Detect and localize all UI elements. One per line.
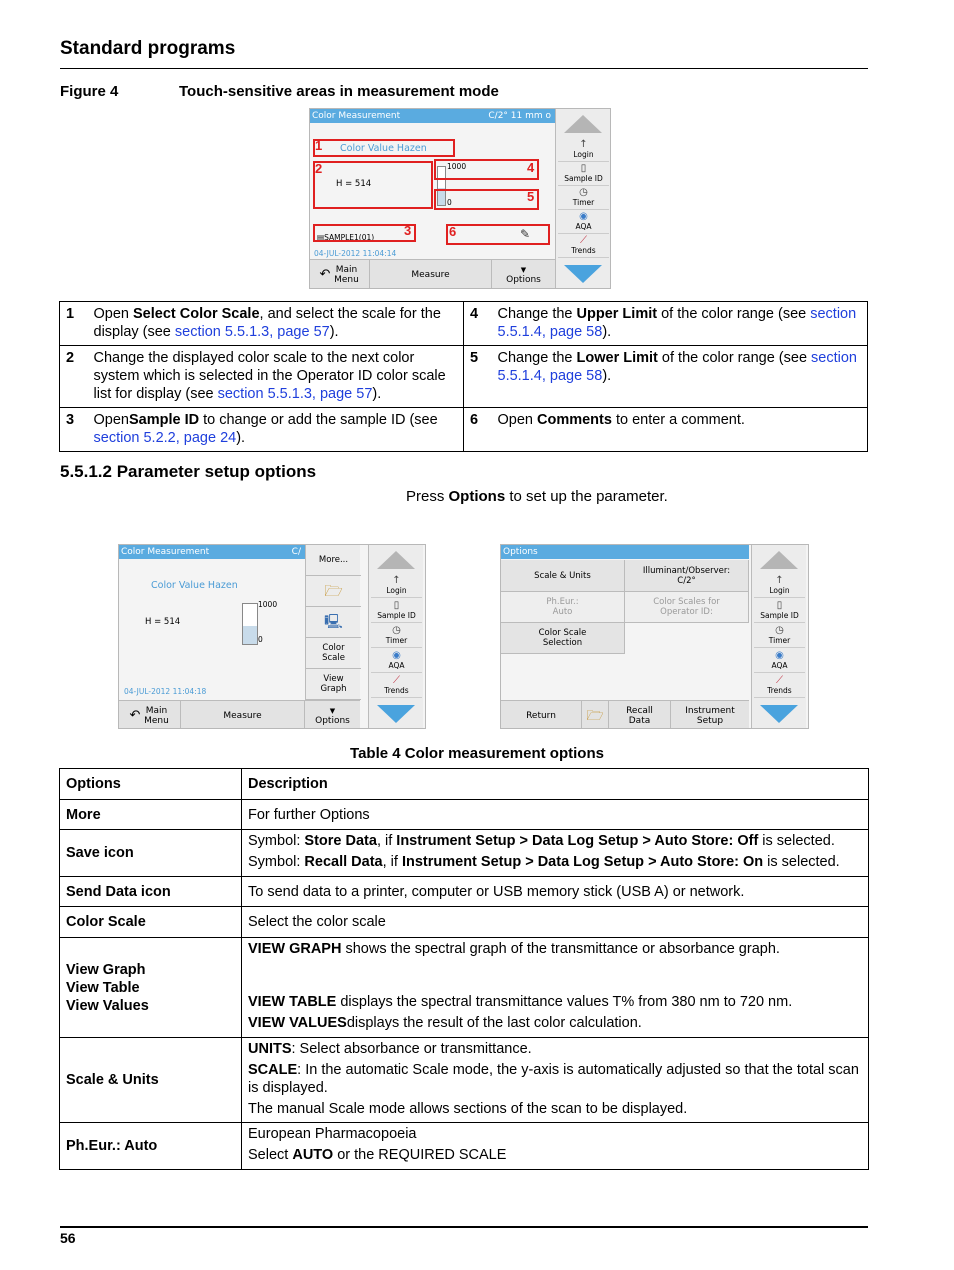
table-caption: Table 4 Color measurement options: [350, 745, 604, 762]
color-scale-selection-button[interactable]: Color Scale Selection: [501, 623, 625, 654]
trends-icon: ⟋: [776, 675, 783, 686]
screen1-sample-id[interactable]: ▤SAMPLE1(01): [317, 233, 375, 242]
aqa-button[interactable]: ◉ AQA: [754, 650, 805, 673]
screen1-datetime: 04-JUL-2012 11:04:14: [314, 249, 397, 258]
callout-box-4: [434, 159, 539, 180]
screen1-upper-limit[interactable]: 1000: [447, 162, 467, 171]
login-icon: ↑: [579, 139, 588, 150]
legend-text-1: Open Select Color Scale, and select the scale for the display (see section 5.5.1.3, page 57).: [88, 302, 464, 346]
screen1-reading[interactable]: H = 514: [336, 179, 372, 189]
screen2-datetime: 04-JUL-2012 11:04:18: [124, 687, 207, 696]
save-data-icon: 🗁: [324, 582, 343, 600]
callout-1: 1: [315, 138, 323, 153]
legend-text-3: OpenSample ID to change or add the sample ID (see section 5.2.2, page 24).: [88, 408, 464, 452]
legend-text-5: Change the Lower Limit of the color range (see section 5.5.1.4, page 58).: [492, 346, 868, 408]
callout-box-5: [434, 189, 539, 210]
legend-link-4[interactable]: section 5.5.1.4, page 58: [497, 306, 857, 340]
row-color-scale-desc: Select the color scale: [242, 907, 869, 938]
timer-icon: ◷: [775, 625, 784, 636]
color-scale-button[interactable]: Color Scale: [306, 638, 361, 669]
trends-icon: ⟋: [393, 675, 400, 686]
legend-text-6: Open Comments to enter a comment.: [492, 408, 868, 452]
login-button[interactable]: ↑ Login: [371, 575, 422, 598]
figure-label: Figure 4: [60, 83, 119, 100]
legend-link-5[interactable]: section 5.5.1.4, page 58: [497, 350, 857, 384]
scroll-down-arrow[interactable]: [564, 265, 602, 283]
callout-box-3: [313, 224, 416, 242]
legend-num-1: 1: [60, 302, 88, 346]
save-button[interactable]: [306, 576, 361, 607]
legend-link-3[interactable]: section 5.2.2, page 24: [93, 430, 237, 446]
callout-2: 2: [315, 161, 323, 176]
measurement-screen-1: [309, 108, 611, 289]
subsection-title: 5.5.1.2 Parameter setup options: [60, 462, 317, 481]
screen2-status: C/: [291, 547, 301, 557]
options-button[interactable]: ▼ Options: [506, 266, 541, 285]
trends-button[interactable]: ⟋ Trends: [558, 235, 609, 258]
screen2-titlebar: [119, 545, 305, 559]
row-save-option: Save icon: [60, 830, 242, 877]
section-title: Standard programs: [60, 38, 236, 59]
callout-box-2: [313, 161, 433, 209]
page-number: 56: [60, 1230, 76, 1246]
sample-icon: ▤: [317, 233, 325, 242]
trends-icon: ⟋: [580, 235, 587, 246]
scale-units-button[interactable]: Scale & Units: [501, 560, 625, 592]
triangle-down-icon: ▼: [329, 707, 336, 715]
scroll-down-arrow[interactable]: [377, 705, 415, 723]
scroll-down-arrow[interactable]: [760, 705, 798, 723]
figure-title: Touch-sensitive areas in measurement mode: [179, 83, 499, 100]
row-save-desc: Symbol: Store Data, if Instrument Setup > Data Log Setup > Auto Store: Off is selected. Symbol: Recall Data, if Instrument Setup > Data Log Setup > Auto Store: On is selected.: [242, 830, 869, 877]
sample-icon: ▯: [393, 600, 400, 611]
screen2-side-panel: [368, 545, 423, 729]
callout-5: 5: [527, 189, 535, 204]
row-color-scale-option: Color Scale: [60, 907, 242, 938]
legend-num-5: 5: [464, 346, 492, 408]
screen1-scale-name[interactable]: Color Value Hazen: [340, 143, 427, 154]
row-send-desc: To send data to a printer, computer or USB memory stick (USB A) or network.: [242, 877, 869, 907]
comment-icon[interactable]: ✎: [520, 227, 531, 241]
send-data-icon: 🖳: [324, 614, 343, 630]
aqa-icon: ◉: [392, 650, 401, 661]
aqa-button[interactable]: ◉ AQA: [371, 650, 422, 673]
screen3-bottombar: [501, 700, 749, 729]
timer-button[interactable]: ◷ Timer: [558, 187, 609, 210]
header-options: Options: [60, 769, 242, 800]
screen2-level-bar: [242, 603, 258, 645]
triangle-down-icon: ▼: [520, 266, 527, 274]
options-button[interactable]: ▼ Options: [315, 707, 350, 726]
login-icon: ↑: [775, 575, 784, 586]
figure-caption: [60, 83, 499, 100]
sample-id-button[interactable]: ▯ Sample ID: [754, 600, 805, 623]
row-view-desc: VIEW GRAPH shows the spectral graph of the transmittance or absorbance graph. VIEW TABLE displays the spectral transmittance values T% from 380 nm to 720 nm. VIEW VALUESdisplays the result of the last color calculation.: [242, 938, 869, 1038]
recall-data-button[interactable]: Recall Data: [609, 701, 671, 729]
send-data-button[interactable]: [306, 607, 361, 638]
timer-button[interactable]: ◷ Timer: [754, 625, 805, 648]
login-icon: ↑: [392, 575, 401, 586]
legend-num-3: 3: [60, 408, 88, 452]
return-icon: ↶: [129, 708, 141, 723]
trends-button[interactable]: ⟋ Trends: [754, 675, 805, 698]
screen2-menu-column: [305, 545, 360, 700]
screen1-titlebar: [310, 109, 555, 123]
screen1-lower-limit[interactable]: 0: [447, 198, 452, 207]
legend-text-2: Change the displayed color scale to the next color system which is selected in the Operator ID color scale list for display (see section 5.5.1.3, page 57).: [88, 346, 464, 408]
callout-box-6: [446, 224, 550, 245]
return-button[interactable]: Return: [501, 701, 582, 729]
callout-6: 6: [449, 224, 457, 239]
row-pheur-option: Ph.Eur.: Auto: [60, 1123, 242, 1170]
sample-icon: ▯: [776, 600, 783, 611]
screen2-title: Color Measurement: [121, 547, 210, 557]
footer-rule: [60, 1226, 868, 1228]
screen2-reading: H = 514: [145, 617, 181, 627]
main-menu-button[interactable]: ↶ Main Menu: [119, 701, 181, 729]
row-scale-units-option: Scale & Units: [60, 1038, 242, 1123]
legend-num-2: 2: [60, 346, 88, 408]
callout-3: 3: [404, 223, 412, 238]
scroll-up-arrow[interactable]: [377, 551, 415, 569]
screen1-bottombar: [310, 259, 555, 289]
legend-link-2[interactable]: section 5.5.1.3, page 57: [217, 386, 373, 402]
options-table: [59, 768, 869, 1170]
scroll-up-arrow[interactable]: [760, 551, 798, 569]
main-menu-button[interactable]: ↶ Main Menu: [310, 260, 370, 289]
screen2-lower-limit: 0: [258, 635, 263, 644]
screen2-scale-name: Color Value Hazen: [151, 580, 238, 591]
row-scale-units-desc: UNITS: Select absorbance or transmittance. SCALE: In the automatic Scale mode, the y-axis is automatically adjusted so that the total scan is displayed. The manual Scale mode allows sections of the scan to be displayed.: [242, 1038, 869, 1123]
store-data-button[interactable]: [582, 701, 609, 729]
return-icon: ↶: [319, 267, 331, 282]
sample-icon: ▯: [580, 163, 587, 174]
measure-button[interactable]: Measure: [181, 701, 305, 729]
legend-num-4: 4: [464, 302, 492, 346]
header-rule: [60, 68, 868, 69]
timer-button[interactable]: ◷ Timer: [371, 625, 422, 648]
callout-legend-table: [59, 301, 868, 452]
row-send-option: Send Data icon: [60, 877, 242, 907]
scroll-up-arrow[interactable]: [564, 115, 602, 133]
aqa-icon: ◉: [775, 650, 784, 661]
timer-icon: ◷: [579, 187, 588, 198]
callout-4: 4: [527, 160, 535, 175]
row-more-desc: For further Options: [242, 800, 869, 830]
screen1-title: Color Measurement: [312, 111, 401, 121]
row-more-option: More: [60, 800, 242, 830]
more-button[interactable]: More...: [306, 545, 361, 576]
timer-icon: ◷: [392, 625, 401, 636]
press-options-text: Press Options to set up the parameter.: [406, 488, 668, 505]
screen2-upper-limit: 1000: [258, 600, 278, 609]
pheur-button[interactable]: Ph.Eur.: Auto: [501, 592, 625, 623]
sample-id-button[interactable]: ▯ Sample ID: [371, 600, 422, 623]
save-data-icon: 🗁: [586, 708, 604, 724]
header-description: Description: [242, 769, 869, 800]
legend-text-4: Change the Upper Limit of the color range (see section 5.5.1.4, page 58).: [492, 302, 868, 346]
aqa-icon: ◉: [579, 211, 588, 222]
row-view-option: View Graph View Table View Values: [60, 938, 242, 1038]
options-screen: [500, 544, 809, 729]
aqa-button[interactable]: ◉ AQA: [558, 211, 609, 234]
color-scales-operator-button[interactable]: Color Scales for Operator ID:: [625, 592, 749, 623]
trends-button[interactable]: ⟋ Trends: [371, 675, 422, 698]
login-button[interactable]: ↑ Login: [754, 575, 805, 598]
callout-box-1: [313, 139, 455, 157]
sample-id-button[interactable]: ▯ Sample ID: [558, 163, 609, 186]
illuminant-observer-button[interactable]: Illuminant/Observer: C/2°: [625, 560, 749, 592]
measurement-screen-2: [118, 544, 426, 729]
screen2-bottombar: [119, 700, 360, 729]
login-button[interactable]: ↑ Login: [558, 139, 609, 162]
screen1-status: C/2° 11 mm o: [488, 111, 551, 121]
screen3-titlebar: Options: [501, 545, 749, 559]
view-graph-button[interactable]: View Graph: [306, 669, 361, 700]
legend-link-1[interactable]: section 5.5.1.3, page 57: [174, 324, 330, 340]
screen3-side-panel: [751, 545, 806, 729]
instrument-setup-button[interactable]: Instrument Setup: [685, 706, 735, 726]
measure-button[interactable]: Measure: [370, 260, 492, 289]
screen1-side-panel: [555, 109, 610, 289]
row-pheur-desc: European Pharmacopoeia Select AUTO or the REQUIRED SCALE: [242, 1123, 869, 1170]
legend-num-6: 6: [464, 408, 492, 452]
